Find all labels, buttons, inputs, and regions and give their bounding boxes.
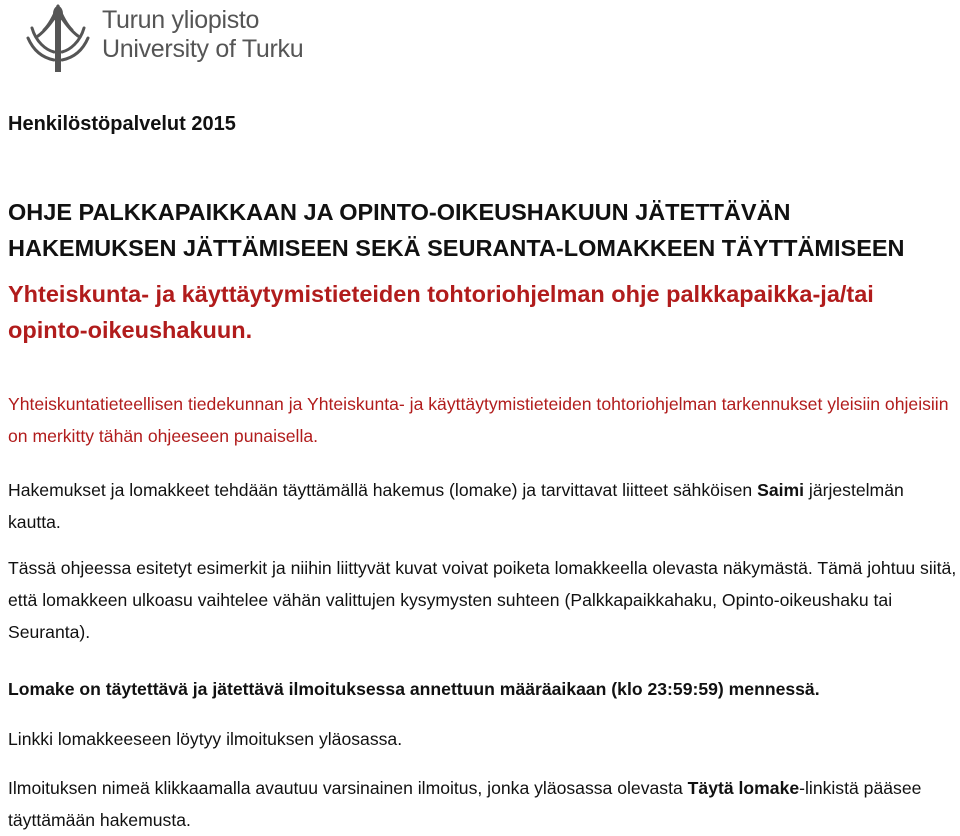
- university-logo: [24, 2, 303, 74]
- logo-line-finnish: Turun yliopisto: [102, 6, 260, 34]
- department-heading: Henkilöstöpalvelut 2015: [8, 113, 236, 135]
- title-line-1: OHJE PALKKAPAIKKAAN JA OPINTO-OIKEUSHAKUUN JÄTETTÄVÄN: [8, 199, 791, 225]
- saimi-system-name: Saimi: [757, 480, 805, 500]
- document-subtitle: Yhteiskunta- ja käyttäytymistieteiden tohtoriohjelman ohje palkkapaikka-ja/tai opinto-oikeushakuun.: [8, 281, 874, 343]
- faculty-note-paragraph: Yhteiskuntatieteellisen tiedekunnan ja Yhteiskunta- ja käyttäytymistieteiden tohtoriohjelman tarkennukset yleisiin ohjeisiin on merkitty tähän ohjeeseen punaisella.: [8, 394, 949, 446]
- examples-paragraph: Tässä ohjeessa esitetyt esimerkit ja niihin liittyvät kuvat voivat poiketa lomakkeella olevasta näkymästä. Tämä johtuu siitä, että lomakkeen ulkoasu vaihtelee vähän valittujen kysymysten suhteen (Palkkapaikkahaku, Opinto-oikeushaku tai Seuranta).: [8, 558, 957, 642]
- form-link-paragraph: Linkki lomakkeeseen löytyy ilmoituksen yläosassa.: [8, 729, 403, 749]
- fill-form-text-after: -linkistä pääsee täyttämään hakemusta.: [8, 778, 922, 830]
- torch-emblem-icon: [24, 2, 92, 74]
- title-line-2: HAKEMUKSEN JÄTTÄMISEEN SEKÄ SEURANTA-LOMAKKEEN TÄYTTÄMISEEN: [8, 235, 905, 261]
- fill-form-link-name: Täytä lomake: [687, 778, 800, 798]
- document-title: [8, 194, 958, 266]
- fill-form-paragraph: [8, 772, 960, 836]
- saimi-text-after: järjestelmän kautta.: [8, 480, 904, 532]
- saimi-paragraph: [8, 474, 960, 538]
- logo-line-english: University of Turku: [102, 35, 304, 63]
- fill-form-text-before: Ilmoituksen nimeä klikkaamalla avautuu varsinainen ilmoitus, jonka yläosassa olevasta: [8, 778, 688, 798]
- logo-wordmark: [102, 6, 303, 64]
- deadline-paragraph: Lomake on täytettävä ja jätettävä ilmoituksessa annettuun määräaikaan (klo 23:59:59) mennessä.: [8, 679, 820, 699]
- saimi-text-before: Hakemukset ja lomakkeet tehdään täyttämällä hakemus (lomake) ja tarvittavat liitteet sähköisen: [8, 480, 758, 500]
